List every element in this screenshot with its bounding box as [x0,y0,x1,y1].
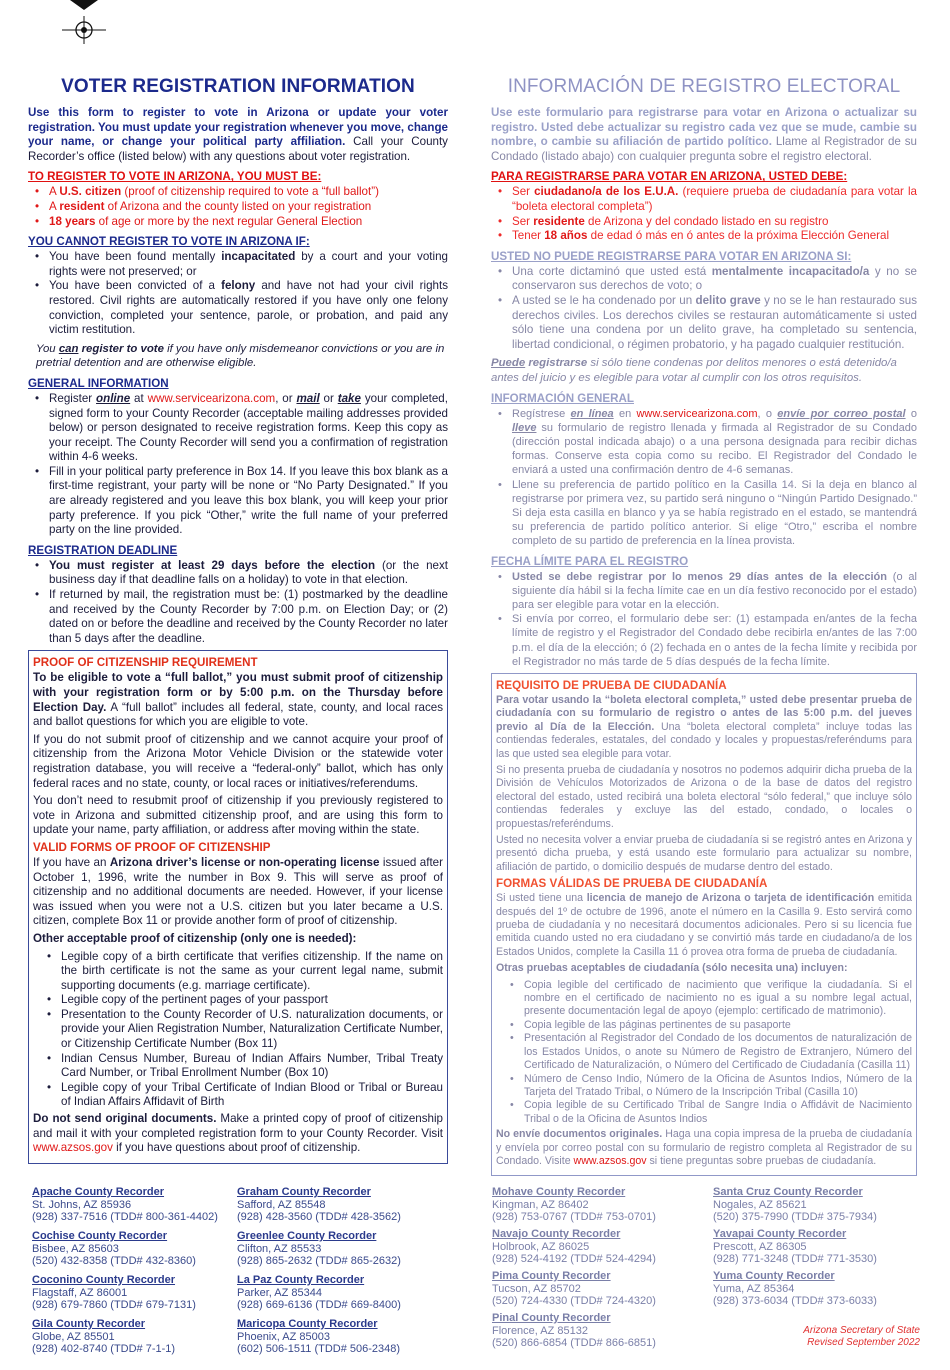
no-originals-note-es: No envíe documentos originales. Haga una copia impresa de la prueba de ciudadanía y envíela por correo postal con su formulario de registro completa al Registrador de su Condado. Visite www.azsos.gov si tiene preguntas sobre pruebas de ciudadanía. [496,1128,912,1167]
list-item: • Si envía por correo, el formulario debe ser: (1) estampada en/antes de la fecha límite de registro y el Registrador del Condado debe recibirla en/antes de las 7:00 p.m. el día de la elección; ó (2) fechada en o antes de la fecha límite y recibida por el Registrador no más tarde de 5 días después de la fecha límite. [491,612,917,669]
must-be-heading-en: TO REGISTER TO VOTE IN ARIZONA, YOU MUST BE: [28,170,322,184]
other-proof-heading-en: Other acceptable proof of citizenship (only one is needed): [33,931,357,945]
list-item: • Presentation to the County Recorder of U.S. naturalization documents, or provide your Alien Registration Number, Naturalization Certificate Number, or Citizenship Certificate Number (Box 11) [33,1008,443,1052]
list-item: • Llene su preferencia de partido político en la Casilla 14. Si la deja en blanco al registrarse por primera vez, su partido será ninguno o “Ningún Partido Designado.” Si deja esta casilla en blanco y ya se había registrado en el estado, se mantendrá su preferencia de partido político anterior. Si elige “Otro,” escriba el nombre completo de su partido de preferencia en la línea provista. [491,478,917,549]
county-coconino: Coconino County Recorder Flagstaff, AZ 86001 (928) 679-7860 (TDD# 679-7131) [32,1274,196,1312]
county-pinal: Pinal County Recorder Florence, AZ 85132 (520) 866-6854 (TDD# 866-6851) [492,1312,656,1350]
proof-heading-en: PROOF OF CITIZENSHIP REQUIREMENT [33,656,258,670]
general-list-es [491,407,917,549]
azsos-link[interactable]: www.azsos.gov [33,1141,113,1155]
list-item: • You have been found mentally incapacitated by a court and your voting rights were not preserved; or [28,250,448,279]
general-heading-es: INFORMACIÓN GENERAL [491,391,634,405]
county-apache: Apache County Recorder St. Johns, AZ 85936 (928) 337-7516 (TDD# 800-361-4402) [32,1186,218,1224]
list-item: • If returned by mail, the registration must be: (1) postmarked by the deadline and received by the County Recorder by 7:00 p.m. on Election Day; or (2) dated on or before the deadline and received by the County Recorder no later than 5 days after the deadline. [28,588,448,646]
proof-paragraph: To be eligible to vote a “full ballot,” you must submit proof of citizenship with your registration form or by 5:00 p.m. on the Thursday before Election Day. A “full ballot” includes all federal, state, county, and local races and ballot questions for which you are eligible to vote. [33,671,443,729]
must-be-list-es [491,185,917,243]
list-item: • A usted se le ha condenado por un delito grave y no se le han restaurado sus derechos civiles. Los derechos civiles se restauran automáticamente si usted sólo tiene una condena por un delito grave, ha completado su sentencia, libertad condicional, o régimen probatorio, y ha pagado cualquier restitución. [491,294,917,352]
list-item: • Indian Census Number, Bureau of Indian Affairs Number, Tribal Treaty Card Number, or Tribal Enrollment Number (Box 10) [33,1052,443,1081]
page-title-es: INFORMACIÓN DE REGISTRO ELECTORAL [507,76,901,97]
county-la-paz: La Paz County Recorder Parker, AZ 85344 (928) 669-6136 (TDD# 669-8400) [237,1274,401,1312]
county-navajo: Navajo County Recorder Holbrook, AZ 86025 (928) 524-4192 (TDD# 524-4294) [492,1228,656,1266]
servicearizona-link[interactable]: www.servicearizona.com [147,391,276,405]
county-mohave: Mohave County Recorder Kingman, AZ 86402 (928) 753-0767 (TDD# 753-0701) [492,1186,656,1224]
list-item: • Tener 18 años de edad ó más en ó antes de la próxima Elección General [491,229,917,244]
intro-en: Use this form to register to vote in Arizona or update your voter registration. You must update your registration whenever you move, change your name, or change your political party affiliation. Call your County Recorder’s office (listed below) with any questions about voter registration. [28,106,448,163]
list-item: • Ser residente de Arizona y del condado listado en su registro [491,215,917,230]
other-proof-list-es [496,979,912,1126]
page-title-en: VOTER REGISTRATION INFORMATION [61,76,415,97]
valid-paragraph: If you have an Arizona driver’s license or non-operating license issued after October 1, 1996, write the number in Box 9. This will serve as proof of citizenship and no additional documents are needed. However, if your license was issued when you were not a U.S. citizen but you later became a U.S. citizen, complete Box 11 or provide another form of proof of citizenship. [33,855,443,928]
list-item: • Copia legible del certificado de nacimiento que verifique la ciudadanía. Si el nombre en el certificado de nacimiento no es igual a su nombre legal actual, presente documentación legal de apoyo (ejemplo: certificado de matrimonio). [496,979,912,1019]
proof-paragraph: You don’t need to resubmit proof of citizenship if you previously registered to vote in Arizona and submitted citizenship proof, and are using this form to update your name, party affiliation, or address after moving within the state. [33,794,443,837]
county-cochise: Cochise County Recorder Bisbee, AZ 85603 (520) 432-8358 (TDD# 432-8360) [32,1230,196,1268]
must-be-list-en [28,185,448,229]
list-item: • Fill in your political party preference in Box 14. If you leave this box blank as a first-time registrant, your party will be none or “No Party Designated.” If you are already registered and you leave this box blank, you will keep your prior party preference. If you pick “Other,” write the full name of your preferred party on the line provided. [28,465,448,538]
list-item: • Una corte dictaminó que usted está mentalmente incapacitado/a y no se conservaron sus derechos de voto; o [491,265,917,294]
cannot-list-es [491,265,917,353]
list-item: • You must register at least 29 days before the election (or the next business day if that deadline falls on a holiday) to vote in that election. [28,559,448,588]
cannot-heading-es: USTED NO PUEDE REGISTRARSE PARA VOTAR EN ARIZONA SI: [491,249,852,263]
list-item: • Copia legible de su Certificado Tribal de Sangre India o Affidávit de Nacimiento Tribal o de la Oficina de Asuntos Indios [496,1099,912,1126]
list-item: • 18 years of age or more by the next regular General Election [28,215,448,230]
list-item: • Número de Censo Indio, Número de la Oficina de Asuntos Indios, Número de la Tarjeta del Tratado Tribal, o Número de la Inscripción Tribal (Casilla 10) [496,1073,912,1100]
general-list-en [28,392,448,538]
county-gila: Gila County Recorder Globe, AZ 85501 (928) 402-8740 (TDD# 7-1-1) [32,1318,176,1356]
registration-mark-icon [62,0,106,44]
azsos-link[interactable]: www.azsos.gov [573,1154,647,1167]
proof-paragraph: Para votar usando la “boleta electoral completa,” usted debe presentar prueba de ciudadanía con su formulario de registro o antes de las 5:00 p.m. del jueves previo al Día de la Elección. Una “boleta electoral completa” incluye todas las contiendas federales, estatales, del condado y locales y propuestas/referéndums para las que usted sea elegible para votar. [496,693,912,760]
county-santa-cruz: Santa Cruz County Recorder Nogales, AZ 85621 (520) 375-7990 (TDD# 375-7934) [713,1186,877,1224]
list-item: • Copia legible de las páginas pertinentes de su pasaporte [496,1019,912,1032]
spanish-column [491,76,917,1176]
other-proof-heading-es: Otras pruebas aceptables de ciudadanía (sólo necesita una) incluyen: [496,962,848,975]
deadline-list-es [491,570,917,669]
valid-forms-heading-en: VALID FORMS OF PROOF OF CITIZENSHIP [33,840,271,854]
deadline-list-en [28,559,448,647]
county-yavapai: Yavapai County Recorder Prescott, AZ 86305 (928) 771-3248 (TDD# 771-3530) [713,1228,877,1266]
list-item: • Register online at www.servicearizona.com, or mail or take your completed, signed form to your County Recorder (acceptable mailing addresses provided below) or person designated to receive registration forms. Keep this copy as your receipt. The County Recorder will send you a confirmation of registration within 4-6 weeks. [28,392,448,465]
county-graham: Graham County Recorder Safford, AZ 85548 (928) 428-3560 (TDD# 428-3562) [237,1186,401,1224]
general-heading-en: GENERAL INFORMATION [28,376,169,390]
list-item: • Legible copy of a birth certificate that verifies citizenship. If the name on the birth certificate is not the same as your current legal name, submit supporting documents (e.g. marriage certificate). [33,950,443,994]
list-item: • Legible copy of your Tribal Certificate of Indian Blood or Tribal or Bureau of Indian Affairs Affidavit of Birth [33,1081,443,1110]
intro-es: Use este formulario para registrarse para votar en Arizona o actualizar su registro. Usted debe actualizar su registro cada vez que se mude, cambie su nombre, o cambie su afiliación de partido político. Llame al Registrador de su Condado (listado abajo) con cualquier pregunta sobre el registro electoral. [491,106,918,163]
other-proof-list-en [33,950,443,1111]
list-item: • Legible copy of the pertinent pages of your passport [33,993,443,1008]
cannot-heading-en: YOU CANNOT REGISTER TO VOTE IN ARIZONA IF: [28,235,310,249]
proof-paragraph: If you do not submit proof of citizenship and we cannot acquire your proof of citizenship from the Arizona Motor Vehicle Division or the statewide voter registration database, you will receive a “federal-only” ballot, which has only federal races and no state, county, or local races or initiatives/referendums. [33,732,443,790]
county-yuma: Yuma County Recorder Yuma, AZ 85364 (928) 373-6034 (TDD# 373-6033) [713,1270,877,1308]
no-originals-note-en: Do not send original documents. Make a printed copy of proof of citizenship and mail it with your completed registration form to your County Recorder. Visit www.azsos.gov if you have questions about proof of citizenship. [33,1112,443,1155]
list-item: • You have been convicted of a felony and have not had your civil rights restored. Civil rights are automatically restored if you have only one felony conviction, completed your sentence, parole, or probation, and paid any victim restitution. [28,279,448,337]
list-item: • Presentación al Registrador del Condado de los documentos de naturalización de los Estados Unidos, o anote su Número de Registro de Extranjero, Número del Certificado de Naturalización, o Número del Certificado de Ciudadanía (Casilla 11) [496,1032,912,1072]
deadline-heading-en: REGISTRATION DEADLINE [28,543,178,557]
county-pima: Pima County Recorder Tucson, AZ 85702 (520) 724-4330 (TDD# 724-4320) [492,1270,656,1308]
proof-paragraph: Usted no necesita volver a enviar prueba de ciudadanía si se registró antes en Arizona y presentó dicha prueba, y está usando este formulario para actualizar su nombre, afiliación de partido, o domicilio después de mudarse dentro del estado. [496,834,912,873]
servicearizona-link[interactable]: www.servicearizona.com [636,407,758,420]
footer-credit: Arizona Secretary of State Revised September 2022 [803,1325,920,1348]
list-item: • A resident of Arizona and the county listed on your registration [28,200,448,215]
can-register-note-es: Puede registrarse si sólo tiene condenas por delitos menores o está detenido/a antes del juicio y es elegible para votar al cumplir con los otros requisitos. [491,357,897,384]
proof-of-citizenship-box-en [28,650,448,1163]
county-greenlee: Greenlee County Recorder Clifton, AZ 85533 (928) 865-2632 (TDD# 865-2632) [237,1230,401,1268]
must-be-heading-es: PARA REGISTRARSE PARA VOTAR EN ARIZONA, USTED DEBE: [491,170,848,184]
county-maricopa: Maricopa County Recorder Phoenix, AZ 85003 (602) 506-1511 (TDD# 506-2348) [237,1318,401,1356]
list-item: • Usted se debe registrar por lo menos 29 días antes de la elección (o al siguiente día hábil si la fecha límite cae en un día festivo reconocido por el estado) para ser elegible para votar en la elección. [491,570,917,613]
cannot-list-en [28,250,448,338]
deadline-heading-es: FECHA LÍMITE PARA EL REGISTRO [491,554,689,568]
proof-paragraph: Si no presenta prueba de ciudadanía y nosotros no podemos adquirir dicha prueba de la División de Vehículos Motorizados de Arizona o de la base de datos del registro electoral del estado, usted recibirá una boleta electoral “sólo federal,” que incluye sólo contiendas federales y excluye las del estado, condado, o locales o propuestas/referéndums. [496,763,912,830]
valid-forms-heading-es: FORMAS VÁLIDAS DE PRUEBA DE CIUDADANÍA [496,877,768,891]
valid-paragraph: Si usted tiene una licencia de manejo de Arizona o tarjeta de identificación emitida después del 1º de octubre de 1996, anote el número en la Casilla 9. Esto servirá como prueba de ciudadanía y no necesitará documentos adicionales. Pero si su licencia fue emitida cuando usted no era ciudadano y se convirtió más tarde en ciudadano/a de los Estados Unidos, complete la Casilla 11 ó provea otra forma de prueba de ciudadanía. [496,892,912,958]
english-column [28,76,448,1164]
can-register-note-en: You can register to vote if you have only misdemeanor convictions or you are in pretrial detention and are otherwise eligible. [36,342,445,370]
list-item: • Ser ciudadano/a de los E.U.A. (requiere prueba de ciudadanía para votar la “boleta electoral completa”) [491,185,917,214]
list-item: • A U.S. citizen (proof of citizenship required to vote a “full ballot”) [28,185,448,200]
proof-heading-es: REQUISITO DE PRUEBA DE CIUDADANÍA [496,678,727,692]
proof-of-citizenship-box-es [491,673,917,1176]
list-item: • Regístrese en línea en www.servicearizona.com, o envíe por correo postal o lleve su formulario de registro llenada y firmada al Registrador de su Condado (dirección postal indicada abajo) o a una persona designada para recibir dichas formas. Conserve esta copia como su recibo. El Registrador del Condado le enviará a usted una confirmación dentro de 4-6 semanas. [491,407,917,478]
